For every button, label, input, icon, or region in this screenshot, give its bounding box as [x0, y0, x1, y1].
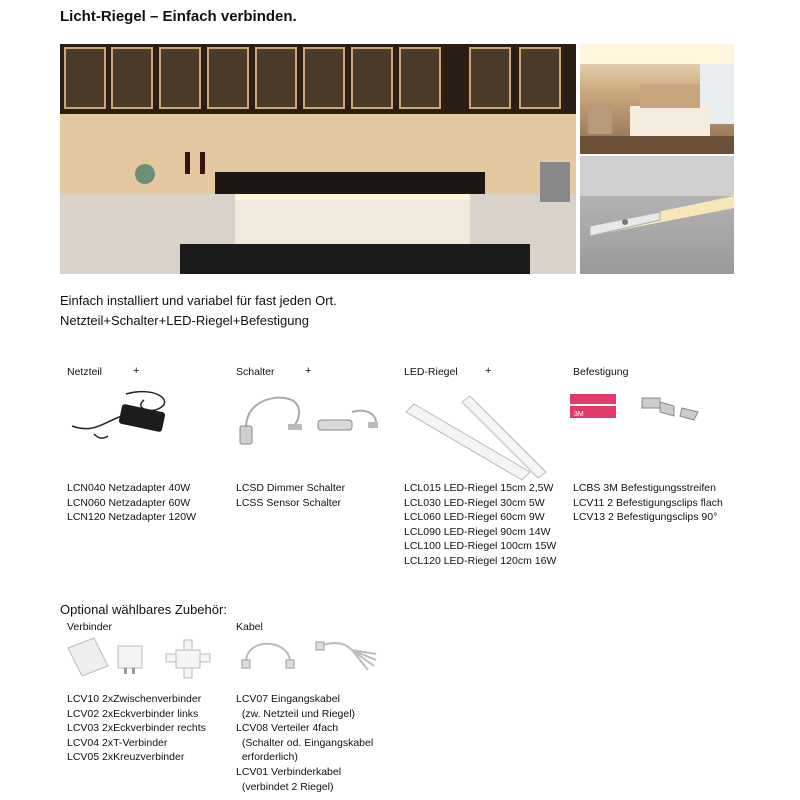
- netzteil-list: [67, 481, 196, 525]
- schalter-label: Schalter: [236, 366, 275, 378]
- riegel-list: [404, 481, 556, 569]
- optional-title: Optional wählbares Zubehör:: [60, 602, 227, 617]
- netzteil-plus: +: [133, 365, 140, 377]
- list-item: LCV03 2xEckverbinder rechts: [67, 722, 206, 735]
- riegel-plus: +: [485, 365, 492, 377]
- bedroom-photo: [580, 44, 734, 154]
- kitchen-photo: [60, 44, 576, 274]
- kabel-label: Kabel: [236, 621, 263, 633]
- list-item: LCL030 LED-Riegel 30cm 5W: [404, 496, 545, 509]
- schalter-plus: +: [305, 365, 312, 377]
- list-item: (Schalter od. Eingangskabel: [236, 736, 374, 749]
- page-title: Licht-Riegel – Einfach verbinden.: [60, 8, 297, 25]
- kabel-list: [236, 692, 373, 794]
- netzteil-label: Netzteil: [67, 366, 103, 378]
- list-item: LCN060 Netzadapter 60W: [67, 496, 191, 509]
- list-item: LCV08 Verteiler 4fach: [236, 722, 339, 735]
- mounting-image: [570, 390, 710, 430]
- connector-image: [64, 636, 214, 682]
- list-item: LCV07 Eingangskabel: [236, 693, 340, 705]
- intro-line-1: Einfach installiert und variabel für fast jeden Ort.: [60, 293, 337, 308]
- list-item: LCV04 2xT-Verbinder: [67, 736, 168, 749]
- list-item: LCL060 LED-Riegel 60cm 9W: [404, 511, 545, 524]
- list-item: LCV01 Verbinderkabel: [236, 765, 342, 778]
- list-item: LCL090 LED-Riegel 90cm 14W: [404, 525, 551, 538]
- light-strip-photo: [580, 156, 734, 274]
- intro-line-2: Netzteil+Schalter+LED-Riegel+Befestigung: [60, 313, 309, 328]
- list-item: (verbindet 2 Riegel): [236, 780, 334, 793]
- cable-image: [236, 632, 396, 680]
- schalter-list: [236, 481, 345, 510]
- verbinder-label: Verbinder: [67, 621, 112, 633]
- switch-image: [232, 392, 392, 448]
- list-item: (zw. Netzteil und Riegel): [236, 707, 356, 720]
- power-adapter-image: [64, 386, 184, 444]
- list-item: LCV02 2xEckverbinder links: [67, 707, 199, 720]
- befestigung-label: Befestigung: [573, 366, 629, 378]
- list-item: LCN120 Netzadapter 120W: [67, 511, 196, 524]
- verbinder-list: [67, 692, 206, 765]
- list-item: LCV05 2xKreuzverbinder: [67, 751, 185, 764]
- list-item: LCSD Dimmer Schalter: [236, 482, 346, 494]
- tape-brand-text: 3M: [574, 411, 584, 418]
- list-item: LCV13 2 Befestigungsclips 90°: [573, 511, 718, 524]
- list-item: LCSS Sensor Schalter: [236, 496, 342, 509]
- list-item: LCL120 LED-Riegel 120cm 16W: [404, 554, 557, 567]
- list-item: erforderlich): [236, 751, 298, 764]
- list-item: LCBS 3M Befestigungsstreifen: [573, 482, 716, 494]
- list-item: LCN040 Netzadapter 40W: [67, 482, 191, 494]
- befestigung-list: [573, 481, 723, 525]
- list-item: LCL100 LED-Riegel 100cm 15W: [404, 540, 557, 553]
- riegel-label: LED-Riegel: [404, 366, 458, 378]
- led-bar-image: [400, 392, 550, 482]
- list-item: LCV10 2xZwischenverbinder: [67, 693, 202, 705]
- list-item: LCL015 LED-Riegel 15cm 2,5W: [404, 482, 554, 494]
- list-item: LCV11 2 Befestigungsclips flach: [573, 496, 723, 509]
